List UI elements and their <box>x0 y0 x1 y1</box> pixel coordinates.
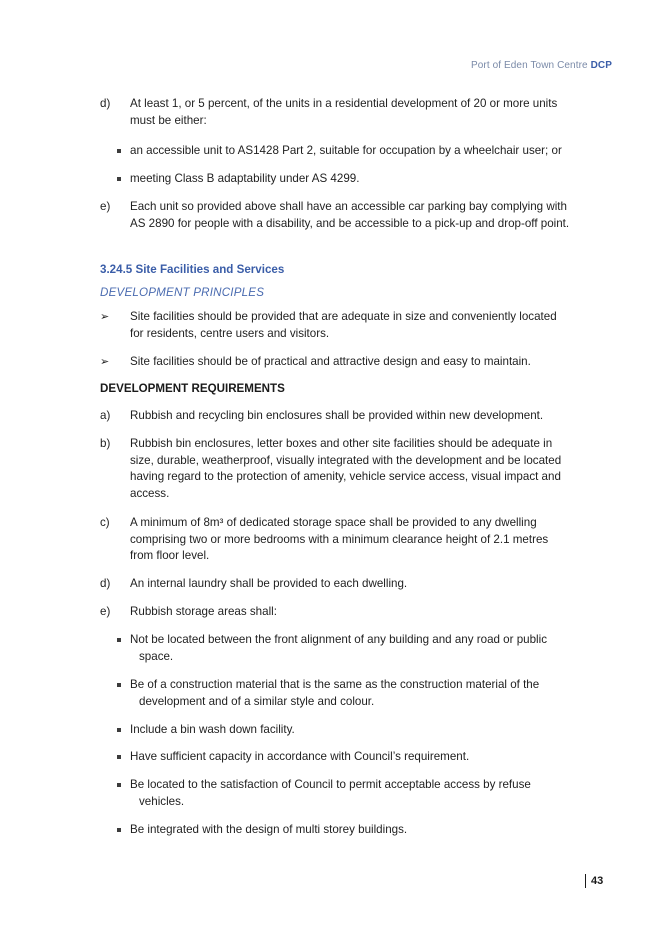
bullet-text: meeting Class B adaptability under AS 4299. <box>130 172 360 185</box>
requirement-item <box>100 408 570 425</box>
bullet-item <box>117 143 567 160</box>
square-bullet-icon <box>117 149 121 153</box>
list-marker: e) <box>100 605 111 618</box>
square-bullet-icon <box>117 828 121 832</box>
list-marker: d) <box>100 97 111 110</box>
section-heading: 3.24.5 Site Facilities and Services <box>100 263 285 276</box>
requirement-text: Rubbish and recycling bin enclosures shall be provided within new development. <box>130 409 544 422</box>
bullet-text: an accessible unit to AS1428 Part 2, suitable for occupation by a wheelchair user; or <box>130 144 562 157</box>
list-item <box>100 199 570 232</box>
square-bullet-icon <box>117 728 121 732</box>
bullet-item <box>117 822 567 839</box>
requirement-text: An internal laundry shall be provided to each dwelling. <box>130 577 408 590</box>
bullet-item <box>117 722 567 739</box>
list-marker: e) <box>100 200 111 213</box>
square-bullet-icon <box>117 783 121 787</box>
list-marker: b) <box>100 437 111 450</box>
list-item-text: At least 1, or 5 percent, of the units in a residential development of 20 or more units must be either: <box>130 97 558 127</box>
requirement-text: Rubbish bin enclosures, letter boxes and other site facilities should be adequate in size, durable, weatherproof, visually integrated with the development and be located having regard to the protection of amenity, vehicle service access, visual impact and access. <box>130 437 562 500</box>
requirement-item <box>100 576 570 593</box>
bullet-text: Be located to the satisfaction of Council to permit acceptable access by refuse vehicles. <box>130 778 531 808</box>
bullet-item <box>117 171 567 188</box>
list-item <box>100 96 570 129</box>
requirement-text: Rubbish storage areas shall: <box>130 605 277 618</box>
header-title: Port of Eden Town Centre <box>470 60 588 71</box>
square-bullet-icon <box>117 177 121 181</box>
bullet-item <box>117 677 567 710</box>
list-marker: a) <box>100 409 111 422</box>
arrow-bullet-icon: ➢ <box>100 356 110 368</box>
requirement-item <box>100 515 570 565</box>
bullet-text: Have sufficient capacity in accordance with Council’s requirement. <box>130 750 470 763</box>
bullet-text: Not be located between the front alignment of any building and any road or public space. <box>130 633 548 663</box>
bullet-text: Be integrated with the design of multi storey buildings. <box>130 823 408 836</box>
principle-item <box>100 309 570 342</box>
bullet-item <box>117 632 567 665</box>
principle-text: Site facilities should be of practical and attractive design and easy to maintain. <box>130 355 531 368</box>
square-bullet-icon <box>117 755 121 759</box>
square-bullet-icon <box>117 683 121 687</box>
arrow-bullet-icon: ➢ <box>100 311 110 323</box>
principles-heading: DEVELOPMENT PRINCIPLES <box>100 286 265 299</box>
page-number: 43 <box>585 874 603 888</box>
list-marker: c) <box>100 516 110 529</box>
square-bullet-icon <box>117 638 121 642</box>
principle-text: Site facilities should be provided that are adequate in size and conveniently located for residents, centre users and visitors. <box>130 310 557 340</box>
bullet-text: Be of a construction material that is the same as the construction material of the development and of a similar style and colour. <box>130 678 540 708</box>
list-marker: d) <box>100 577 111 590</box>
bullet-item <box>117 749 567 766</box>
requirement-text: A minimum of 8m³ of dedicated storage space shall be provided to any dwelling comprising two or more bedrooms with a minimum clearance height of 2.1 metres from floor level. <box>130 516 549 563</box>
requirements-heading: DEVELOPMENT REQUIREMENTS <box>100 382 285 395</box>
requirement-item <box>100 604 570 621</box>
bullet-text: Include a bin wash down facility. <box>130 723 295 736</box>
requirement-item <box>100 436 570 502</box>
principle-item <box>100 354 570 371</box>
bullet-item <box>117 777 567 810</box>
running-header <box>471 60 612 71</box>
list-item-text: Each unit so provided above shall have an accessible car parking bay complying with AS 2890 for people with a disability, and be accessible to a pick-up and drop-off point. <box>130 200 570 230</box>
header-accent: DCP <box>590 60 612 71</box>
